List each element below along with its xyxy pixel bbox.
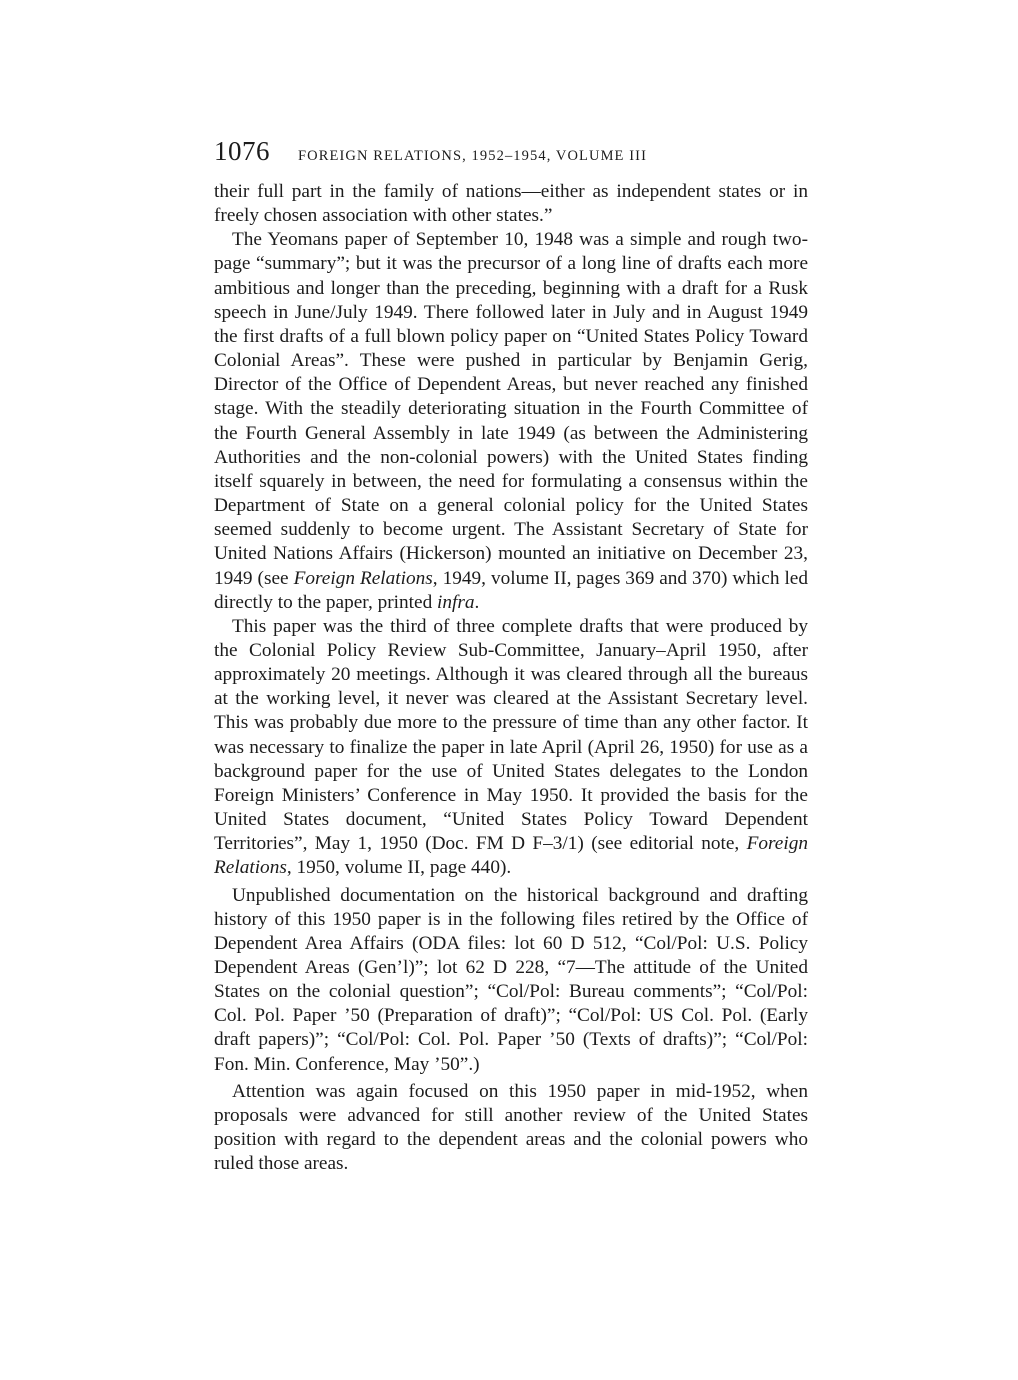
running-head	[214, 136, 808, 176]
paragraph-5: Attention was again focused on this 1950 paper in mid-1952, when proposals were advanced for still another review of the United States position with regard to the dependent areas and the colonial powers who ruled those areas.	[214, 1080, 808, 1175]
paragraph-2	[214, 228, 808, 615]
paragraph-1: their full part in the family of nations—either as independent states or in freely chosen association with other states.”	[214, 181, 808, 227]
paragraph-2-part-2: , 1949, volume II, pages 369 and 370) which led directly to the paper, printed	[214, 567, 809, 613]
document-page	[214, 136, 808, 1176]
paragraph-3-part-2: , 1950, volume II, page 440).	[286, 857, 512, 879]
paragraph-3-part-1: This paper was the third of three complete drafts that were produced by the Colonial Policy Review Sub-Committee, January–April 1950, after approximately 20 meetings. Although it was cleared through all the bureaus at the working level, it never was cleared at the Assistant Secretary level. This was probably due more to the pressure of time than any other factor. It was necessary to finalize the paper in late April (April 26, 1950) for use as a background paper for the use of United States delegates to the London Foreign Ministers’ Conference in May 1950. It provided the basis for the United States document, “United States Policy Toward Dependent Territories”, May 1, 1950 (Doc. FM D F–3/1) (see editorial note,	[214, 615, 808, 855]
paragraph-4: Unpublished documentation on the historical background and drafting history of this 1950 paper is in the following files retired by the Office of Dependent Area Affairs (ODA files: lot 60 D 512, “Col/Pol: U.S. Policy Dependent Areas (Gen’l)”; lot 62 D 228, “7—The attitude of the United States on the colonial question”; “Col/Pol: Bureau comments”; “Col/Pol: Col. Pol. Paper ’50 (Preparation of draft)”; “Col/Pol: US Col. Pol. (Early draft papers)”; “Col/Pol: Col. Pol. Paper ’50 (Texts of drafts)”; “Col/Pol: Fon. Min. Conference, May ’50”.)	[214, 884, 808, 1075]
paragraph-3	[214, 615, 808, 881]
paragraph-2-part-3: .	[474, 591, 480, 613]
paragraph-3-italic-1: Foreign Relations	[214, 833, 808, 879]
paragraph-2-part-1: The Yeomans paper of September 10, 1948 was a simple and rough two-page “summary”; but it was the precursor of a long line of drafts each more ambitious and longer than the preceding, beginning with a draft for a Rusk speech in June/July 1949. There followed later in July and in August 1949 the first drafts of a full blown policy paper on “United States Policy Toward Colonial Areas”. These were pushed in particular by Benjamin Gerig, Director of the Office of Dependent Areas, but never reached any finished stage. With the steadily deteriorating situation in the Fourth Committee of the Fourth General Assembly in late 1949 (as between the Administering Authorities and the non-colonial powers) with the United States finding itself squarely in between, the need for formulating a consensus within the Department of State on a general colonial policy for the United States seemed suddenly to become urgent. The Assistant Secretary of State for United Nations Affairs (Hickerson) mounted an initiative on December 23, 1949 (see	[214, 229, 808, 589]
body-text	[214, 180, 808, 1176]
running-title: FOREIGN RELATIONS, 1952–1954, VOLUME III	[298, 148, 648, 164]
paragraph-2-italic-2: infra	[437, 591, 475, 613]
paragraph-2-italic-1: Foreign Relations	[293, 567, 433, 589]
page-number: 1076	[214, 136, 270, 166]
